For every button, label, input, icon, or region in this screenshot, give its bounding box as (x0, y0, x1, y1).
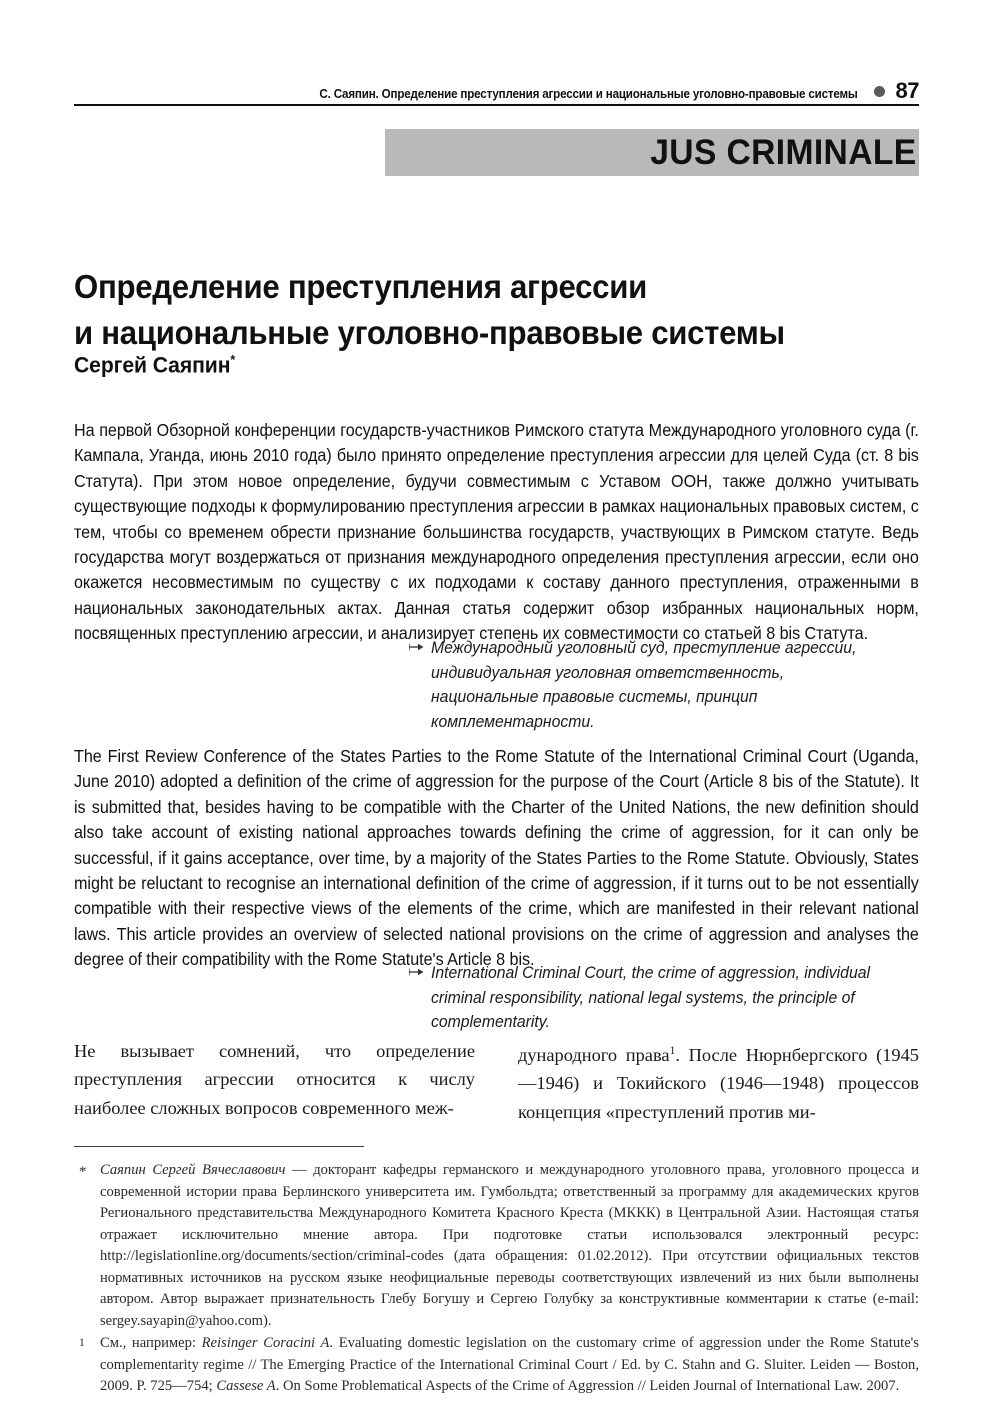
footnote-text (100, 1333, 919, 1398)
footnote-marker: 1 (79, 1337, 85, 1349)
running-title: С. Саяпин. Определение преступления агрессии и национальные уголовно-правовые системы (319, 86, 858, 101)
footnote-tail-text: . On Some Problematical Aspects of the Crime of Aggression // Leiden Journal of International Law. 2007. (275, 1378, 900, 1394)
body-column-right-text-2: . После Нюрнбергского (1945—1946) и Токийского (1946—1948) процессов концепция «преступлений против ми- (518, 1045, 919, 1122)
footnote-citation-italic-2: Cassese A (216, 1378, 276, 1394)
section-banner-label: JUS CRIMINALE (649, 132, 917, 172)
section-banner (385, 129, 919, 176)
keywords-russian (409, 636, 919, 734)
running-head (74, 78, 919, 104)
body-column-left-text: Не вызывает сомнений, что определение преступления агрессии относится к числу наиболее сложных вопросов современного меж- (74, 1041, 475, 1118)
author-name-text: Сергей Саяпин (74, 352, 231, 378)
footnote-body-text: — докторант кафедры германского и международного уголовного права, уголовного процесса и современной истории права Берлинского университета им. Гумбольдта; ответственный за программу для академических кругов Регионального представительства Международного Комитета Красного Креста (МККК) в Центральной Азии. Настоящая статья отражает исключительно мнение автора. При подготовке статьи использовался электронный ресурс: http://legislationline.org/documents/section/criminal-codes (дата обращения: 01.02.2012). При отсутствии официальных текстов нормативных источников на русском языке неофициальные переводы соответствующих извлечений из них были выполнены автором. Автор выражает признательность Глебу Богушу и Сергею Голубку за конструктивные комментарии к статье (e-mail: sergey.sayapin@yahoo.com). (100, 1162, 919, 1329)
abstract-english (74, 744, 919, 973)
footnote-lead-text: См., например: (100, 1335, 202, 1351)
body-columns (74, 1037, 919, 1126)
footnote-item (74, 1160, 919, 1332)
abstract-english-text: The First Review Conference of the States Parties to the Rome Statute of the International Criminal Court (Uganda, June 2010) adopted a definition of the crime of aggression for the purpose of the Court (Article 8 bis of the Statute). It is submitted that, besides having to be compatible with the Charter of the United Nations, the new definition should also take account of existing national approaches towards defining the crime of aggression, for it can only be successful, if it gains acceptance, over time, by a majority of the States Parties to the Rome Statute. Obviously, States might be reluctant to recognise an international definition of the crime of aggression, if it turns out to be not essentially compatible with their respective views of the elements of the crime, which are manifested in their relevant national laws. This article provides an overview of selected national provisions on the crime of aggression and analyses the degree of their compatibility with the Rome Statute's Article 8 bis. (74, 747, 919, 970)
page-number: 87 (895, 78, 919, 103)
page-title-line-1: Определение преступления агрессии (74, 269, 647, 307)
page-title-line-2: и национальные уголовно-правовые системы (74, 315, 785, 353)
footnote-body-text: . Evaluating domestic legislation on the customary crime of aggression under the Rome Statute's complementarity regime // The Emerging Practice of the International Criminal Court / Ed. by C. Stahn and G. Sluiter. Leiden — Boston, 2009. P. 725—754; (100, 1335, 919, 1394)
abstract-russian (74, 418, 919, 647)
footnote-author-italic: Саяпин Сергей Вячеславович (100, 1162, 286, 1178)
body-column-right (518, 1037, 919, 1126)
page-title (74, 265, 919, 357)
arrow-right-icon (409, 641, 424, 659)
author-name (74, 352, 235, 379)
author-footnote-marker: * (230, 352, 236, 367)
body-column-left (74, 1037, 475, 1126)
footnote-citation-italic-1: Reisinger Coracini A (201, 1335, 330, 1351)
footnote-text (100, 1160, 919, 1332)
abstract-russian-text: На первой Обзорной конференции государств-участников Римского статута Международного уголовного суда (г. Кампала, Уганда, июнь 2010 года) было принято определение преступления агрессии для целей Суда (ст. 8 bis Статута). При этом новое определение, будучи совместимым с Уставом ООН, также должно учитывать существующие подходы к формулированию преступления агрессии в рамках национальных правовых систем, с тем, чтобы со временем обрести признание большинства государств, участвующих в Римском статуте. Ведь государства могут воздержаться от признания международного определения преступления агрессии, если оно окажется несовместимым по существу с их подходами к составу данного преступления, отраженными в национальных законодательных актах. Данная статья содержит обзор избранных национальных норм, посвященных преступлению агрессии, и анализирует степень их совместимости со статьей 8 bis Статута. (74, 421, 919, 644)
arrow-right-icon (409, 966, 424, 984)
footnote-item (74, 1333, 919, 1398)
header-divider (74, 104, 919, 106)
footnote-marker: * (79, 1164, 87, 1180)
keywords-russian-text: Международный уголовный суд, преступление агрессии, индивидуальная уголовная ответственность, национальные правовые системы, принцип комплементарности. (431, 638, 857, 731)
body-footnote-ref: 1 (669, 1045, 676, 1057)
keywords-english (409, 961, 919, 1035)
body-column-right-text-1: дународного права (518, 1045, 670, 1066)
footnote-list (74, 1160, 919, 1398)
footnote-divider (74, 1146, 364, 1147)
keywords-english-text: International Criminal Court, the crime of aggression, individual criminal responsibility, national legal systems, the principle of complementarity. (431, 963, 870, 1032)
bullet-dot-icon (874, 86, 885, 97)
